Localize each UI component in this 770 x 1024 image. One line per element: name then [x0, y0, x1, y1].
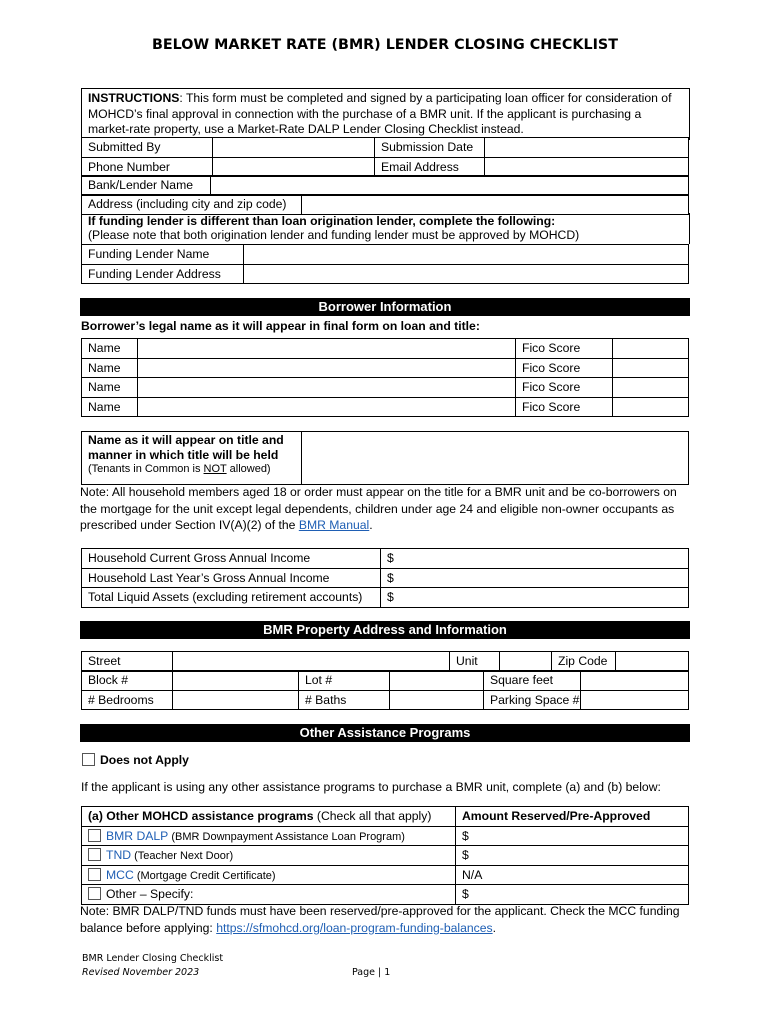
program-amount: N/A — [456, 865, 689, 885]
program-amount[interactable]: $ — [456, 826, 689, 846]
parking-label: Parking Space # — [484, 690, 581, 710]
program-row — [82, 885, 689, 905]
address-label: Address (including city and zip code) — [82, 195, 302, 215]
fico-label: Fico Score — [516, 397, 613, 417]
lot-field[interactable] — [390, 671, 484, 691]
name-field[interactable] — [138, 378, 516, 398]
bedrooms-field[interactable] — [173, 690, 299, 710]
street-table — [81, 651, 689, 672]
borrower-section-header: Borrower Information — [80, 298, 690, 316]
title-holding-field[interactable] — [302, 432, 689, 485]
funding-name-label: Funding Lender Name — [82, 245, 244, 265]
program-other[interactable] — [82, 885, 456, 905]
footer-doc-name: BMR Lender Closing Checklist — [82, 953, 224, 964]
fico-field[interactable] — [613, 339, 689, 359]
funding-address-field[interactable] — [244, 264, 689, 284]
page-title: BELOW MARKET RATE (BMR) LENDER CLOSING CHECKLIST — [152, 37, 618, 53]
program-checkbox[interactable] — [88, 829, 101, 842]
title-holding-table — [81, 431, 689, 485]
income-last-label: Household Last Year’s Gross Annual Income — [82, 568, 381, 588]
does-not-apply-checkbox[interactable] — [82, 753, 95, 766]
property-details-table — [81, 670, 689, 710]
zip-label: Zip Code — [552, 652, 616, 672]
address-field[interactable] — [302, 195, 689, 215]
bank-table — [81, 175, 689, 196]
does-not-apply-label: Does not Apply — [100, 753, 189, 767]
block-label: Block # — [82, 671, 173, 691]
other-specify-label: Other – Specify: — [106, 887, 194, 902]
parking-field[interactable] — [581, 690, 689, 710]
block-field[interactable] — [173, 671, 299, 691]
phone-field[interactable] — [213, 157, 375, 177]
funding-table — [81, 244, 689, 284]
borrower-subheading: Borrower’s legal name as it will appear in final form on loan and title: — [81, 319, 480, 333]
borrower-row — [82, 397, 689, 417]
borrower-row — [82, 358, 689, 378]
assistance-col-b-header: Amount Reserved/Pre-Approved — [456, 807, 689, 827]
zip-field[interactable] — [616, 652, 689, 672]
submission-date-field[interactable] — [485, 138, 689, 158]
program-checkbox[interactable] — [88, 868, 101, 881]
does-not-apply-option[interactable] — [82, 753, 189, 767]
assistance-table — [81, 806, 689, 905]
fico-label: Fico Score — [516, 358, 613, 378]
income-last-field[interactable]: $ — [381, 568, 689, 588]
fico-label: Fico Score — [516, 378, 613, 398]
name-label: Name — [82, 378, 138, 398]
footer-page-number: Page | 1 — [352, 967, 391, 978]
program-mcc[interactable]: MCC (Mortgage Credit Certificate) — [82, 865, 456, 885]
instructions-text: : This form must be completed and signed by a participating loan officer for consideration of MOHCD’s final approval in connection with the purchase of a BMR unit. If the applicant is purchasing a market-rate property, use a Market-Rate DALP Lender Closing Checklist instead. — [88, 91, 672, 136]
footer-revised: Revised November 2023 — [82, 967, 200, 978]
bedrooms-label: # Bedrooms — [82, 690, 173, 710]
email-label: Email Address — [375, 157, 485, 177]
tenants-note: (Tenants in Common is NOT allowed) — [88, 463, 271, 475]
assistance-col-a-header: (a) Other MOHCD assistance programs (Check all that apply) — [82, 807, 456, 827]
liquid-assets-field[interactable]: $ — [381, 588, 689, 608]
funding-lender-box — [81, 213, 690, 244]
fico-field[interactable] — [613, 378, 689, 398]
submitted-by-field[interactable] — [213, 138, 375, 158]
fico-field[interactable] — [613, 358, 689, 378]
bank-label: Bank/Lender Name — [82, 176, 211, 196]
street-field[interactable] — [173, 652, 450, 672]
funding-note: (Please note that both origination lender and funding lender must be approved by MOHCD) — [88, 228, 580, 242]
program-row — [82, 826, 689, 846]
submission-date-label: Submission Date — [375, 138, 485, 158]
income-table — [81, 548, 689, 608]
title-holding-cell — [82, 432, 302, 485]
phone-label: Phone Number — [82, 157, 213, 177]
borrower-names-table — [81, 338, 689, 417]
address-table — [81, 194, 689, 215]
fico-label: Fico Score — [516, 339, 613, 359]
assistance-intro: If the applicant is using any other assistance programs to purchase a BMR unit, complete (a) and (b) below: — [81, 780, 661, 794]
name-label: Name — [82, 397, 138, 417]
property-section-header: BMR Property Address and Information — [80, 621, 690, 639]
title-holding-label: Name as it will appear on title and manner in which title will be held — [88, 433, 284, 462]
email-field[interactable] — [485, 157, 689, 177]
lot-label: Lot # — [299, 671, 390, 691]
lender-table — [81, 137, 689, 177]
funding-address-label: Funding Lender Address — [82, 264, 244, 284]
baths-label: # Baths — [299, 690, 390, 710]
name-field[interactable] — [138, 339, 516, 359]
borrower-row — [82, 339, 689, 359]
funding-name-field[interactable] — [244, 245, 689, 265]
bmr-manual-link[interactable]: BMR Manual — [298, 518, 370, 532]
unit-field[interactable] — [500, 652, 552, 672]
bank-field[interactable] — [211, 176, 689, 196]
name-label: Name — [82, 358, 138, 378]
mcc-link[interactable]: MCC — [106, 867, 134, 882]
program-row — [82, 846, 689, 866]
program-tnd[interactable]: TND (Teacher Next Door) — [82, 846, 456, 866]
street-label: Street — [82, 652, 173, 672]
unit-label: Unit — [450, 652, 500, 672]
assistance-section-header: Other Assistance Programs — [80, 724, 690, 742]
submitted-by-label: Submitted By — [82, 138, 213, 158]
instructions-box — [81, 88, 690, 140]
name-field[interactable] — [138, 397, 516, 417]
fico-field[interactable] — [613, 397, 689, 417]
funding-heading: If funding lender is different than loan origination lender, complete the following: — [88, 214, 556, 228]
sqft-label: Square feet — [484, 671, 581, 691]
assistance-note: Note: BMR DALP/TND funds must have been reserved/pre-approved for the applicant. Check the MCC funding balance before applying: https://sfmohcd.org/loan-program-funding-balances. — [80, 904, 680, 935]
program-checkbox[interactable] — [88, 848, 101, 861]
funding-balances-link[interactable]: https://sfmohcd.org/loan-program-funding-balances — [216, 920, 493, 935]
sqft-field[interactable] — [581, 671, 689, 691]
name-label: Name — [82, 339, 138, 359]
program-row — [82, 865, 689, 885]
borrower-row — [82, 378, 689, 398]
baths-field[interactable] — [390, 690, 484, 710]
name-field[interactable] — [138, 358, 516, 378]
instructions-label: INSTRUCTIONS — [88, 91, 180, 105]
income-current-field[interactable]: $ — [381, 549, 689, 569]
liquid-assets-label: Total Liquid Assets (excluding retirement accounts) — [82, 588, 381, 608]
program-bmr-dalp[interactable]: BMR DALP (BMR Downpayment Assistance Loan Program) — [82, 826, 456, 846]
income-current-label: Household Current Gross Annual Income — [82, 549, 381, 569]
tnd-link[interactable]: TND — [106, 848, 132, 863]
program-amount[interactable]: $ — [456, 885, 689, 905]
bmr-dalp-link[interactable]: BMR DALP — [106, 828, 169, 843]
program-checkbox[interactable] — [88, 887, 101, 900]
household-note: Note: All household members aged 18 or order must appear on the title for a BMR unit and be co-borrowers on the mortgage for the unit except legal dependents, children under age 24 and eligible non-owner occupants as prescribed under Section IV(A)(2) of the BMR Manual. — [80, 485, 677, 532]
program-amount[interactable]: $ — [456, 846, 689, 866]
